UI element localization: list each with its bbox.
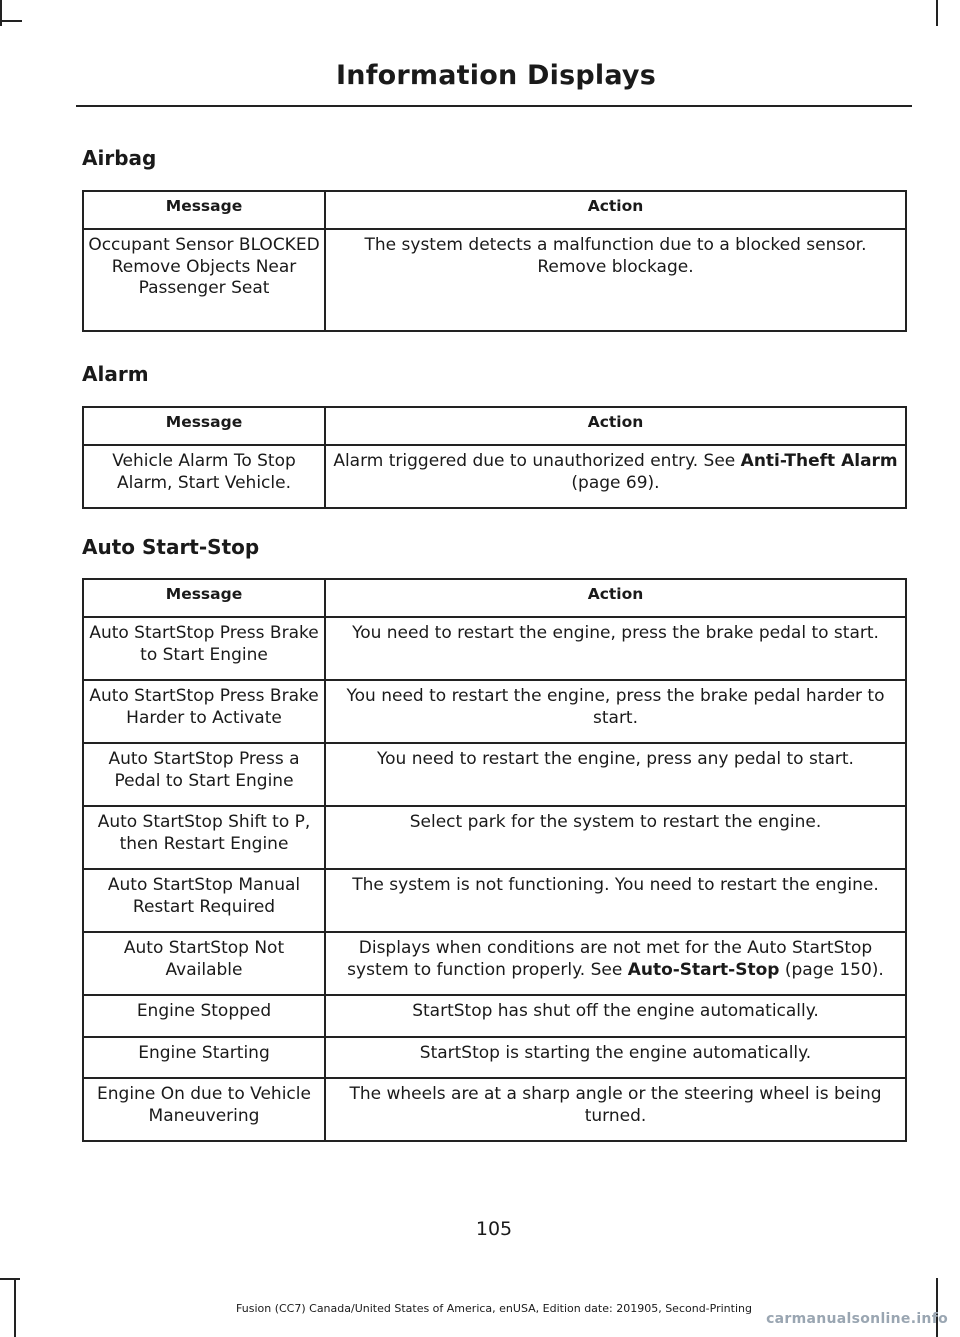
crop-mark [0, 1278, 20, 1280]
cross-reference-link[interactable]: Anti-Theft Alarm [740, 451, 898, 471]
table-header-row [83, 191, 906, 229]
crop-mark [0, 20, 22, 22]
table-header-row [83, 407, 906, 445]
column-header-action: Action [325, 579, 906, 617]
watermark-logo: carmanualsonline.info [766, 1311, 948, 1327]
action-cell [325, 932, 906, 995]
action-cell: You need to restart the engine, press the brake pedal to start. [325, 617, 906, 680]
page-header-title: Information Displays [336, 60, 656, 91]
message-cell: Occupant Sensor BLOCKED Remove Objects Near Passenger Seat [83, 229, 325, 331]
message-cell: Auto StartStop Press a Pedal to Start Engine [83, 743, 325, 806]
page-reference: (page 69). [571, 472, 660, 493]
cross-reference-link[interactable]: Auto-Start-Stop [627, 959, 780, 980]
message-cell: Engine On due to Vehicle Maneuvering [83, 1078, 325, 1141]
page-reference: (page 150). [779, 959, 884, 980]
airbag-table [82, 190, 907, 332]
action-text: Alarm triggered due to unauthorized entry. See [333, 451, 741, 471]
column-header-message: Message [83, 191, 325, 229]
table-row [83, 1078, 906, 1141]
action-cell [325, 445, 906, 508]
action-text: Displays when conditions are not met for the Auto StartStop system to function properly. See [347, 938, 873, 980]
action-cell: You need to restart the engine, press any pedal to start. [325, 743, 906, 806]
message-cell: Auto StartStop Manual Restart Required [83, 869, 325, 932]
column-header-action: Action [325, 407, 906, 445]
header-divider [76, 105, 912, 107]
section-title-auto-start-stop: Auto Start-Stop [82, 535, 260, 559]
table-row [83, 932, 906, 995]
action-cell: You need to restart the engine, press the brake pedal harder to start. [325, 680, 906, 743]
message-cell: Engine Stopped [83, 995, 325, 1037]
table-row [83, 1037, 906, 1079]
table-row [83, 617, 906, 680]
action-cell: StartStop has shut off the engine automatically. [325, 995, 906, 1037]
table-row [83, 229, 906, 331]
table-row [83, 995, 906, 1037]
crop-mark [0, 0, 2, 26]
table-row [83, 680, 906, 743]
message-cell: Auto StartStop Not Available [83, 932, 325, 995]
action-cell: StartStop is starting the engine automatically. [325, 1037, 906, 1079]
section-title-alarm: Alarm [82, 362, 149, 386]
column-header-action: Action [325, 191, 906, 229]
column-header-message: Message [83, 407, 325, 445]
table-row [83, 445, 906, 508]
page-number: 105 [475, 1218, 513, 1240]
message-cell: Auto StartStop Shift to P, then Restart Engine [83, 806, 325, 869]
message-cell: Vehicle Alarm To Stop Alarm, Start Vehicle. [83, 445, 325, 508]
action-cell: Select park for the system to restart the engine. [325, 806, 906, 869]
auto-start-stop-table [82, 578, 907, 1142]
table-row [83, 806, 906, 869]
alarm-table [82, 406, 907, 509]
action-cell: The system is not functioning. You need to restart the engine. [325, 869, 906, 932]
message-cell: Engine Starting [83, 1037, 325, 1079]
crop-mark [936, 0, 938, 26]
action-cell: The wheels are at a sharp angle or the steering wheel is being turned. [325, 1078, 906, 1141]
message-cell: Auto StartStop Press Brake Harder to Activate [83, 680, 325, 743]
section-title-airbag: Airbag [82, 146, 157, 170]
edition-footer: Fusion (CC7) Canada/United States of America, enUSA, Edition date: 201905, Second-Printing [236, 1302, 752, 1315]
column-header-message: Message [83, 579, 325, 617]
message-cell: Auto StartStop Press Brake to Start Engine [83, 617, 325, 680]
action-cell: The system detects a malfunction due to a blocked sensor. Remove blockage. [325, 229, 906, 331]
table-row [83, 869, 906, 932]
table-header-row [83, 579, 906, 617]
table-row [83, 743, 906, 806]
